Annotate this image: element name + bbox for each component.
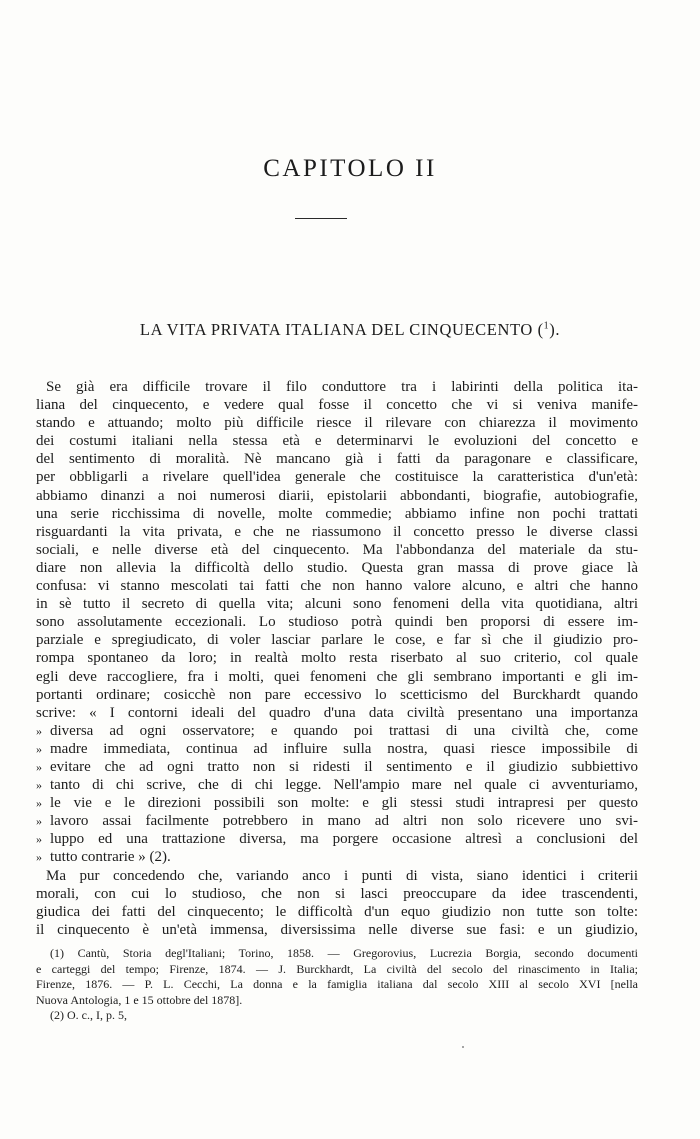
quote-mark: »	[36, 778, 42, 793]
chapter-title: CAPITOLO II	[263, 155, 437, 182]
body-line: stando e attuando; molto più difficile riesce il rilevare con chiarezza il movimento	[36, 415, 638, 432]
body-line: abbiamo dinanzi a noi numerosi diarii, epistolarii abbondanti, biografie, autobiografie,	[36, 487, 638, 504]
body-line: scrive: « I contorni ideali del quadro d'una data civiltà presentano una importanza	[36, 704, 638, 721]
quote-mark: »	[36, 723, 42, 738]
body-line: egli deve raccogliere, fra i molti, quei fenomeni che gli sembrano importanti e gli im-	[36, 668, 638, 685]
title-rule	[295, 218, 347, 219]
body-line: rompa spontaneo da loro; in realtà molto resta riserbato al suo criterio, col quale	[36, 650, 638, 667]
quote-mark: »	[36, 796, 42, 811]
body-line: sociali, e nelle diverse età del cinquecento. Ma l'abbondanza del materiale da stu-	[36, 541, 638, 558]
body-line: una serie ricchissima di novelle, molte commedie; abbiamo infine non pochi trattati	[36, 505, 638, 522]
footnote-line: (1) Cantù, Storia degl'Italiani; Torino, 1858. — Gregorovius, Lucrezia Borgia, secondo documenti	[50, 946, 638, 960]
body-line: confusa: vi stanno mescolati tai fatti che non hanno valore alcuno, e altri che hanno	[36, 578, 638, 595]
quote-text: madre immediata, continua ad influire sulla nostra, quasi riesce impossibile di	[50, 740, 638, 757]
body-text	[36, 378, 638, 939]
footnote-line: Firenze, 1876. — P. L. Cecchi, La donna e la famiglia italiana dal secolo XIII al secolo XVI [nella	[36, 977, 638, 992]
body-line: diare non allevia la difficoltà dello studio. Questa gran massa di prove giace là	[36, 559, 638, 576]
footnote-2: (2) O. c., I, p. 5,	[50, 1008, 127, 1023]
quote-line	[36, 794, 638, 812]
body-line: morali, con cui lo studioso, che non si lasci preoccupare da idee trascendenti,	[36, 885, 638, 902]
quote-text: diversa ad ogni osservatore; e quando poi trattasi di una civiltà che, come	[50, 722, 638, 739]
section-title-text: LA VITA PRIVATA ITALIANA DEL CINQUECENTO (	[139, 320, 544, 339]
quote-text: evitare che ad ogni tratto non si ridesti il sentimento e il giudizio subbiettivo	[50, 758, 638, 775]
footnote-line: e carteggi del tempo; Firenze, 1874. — J. Burckhardt, La civiltà del secolo del rinascimento in Italia;	[36, 961, 638, 976]
quote-text: tanto di chi scrive, che di chi legge. Nell'ampio mare nel quale ci avventuriamo,	[50, 777, 638, 794]
section-title-close: ).	[549, 320, 561, 339]
quote-mark: »	[36, 850, 42, 865]
quote-mark: »	[36, 814, 42, 829]
quote-text: tutto contrarie » (2).	[50, 849, 171, 866]
body-line: parziale e spregiudicato, di voler lasciar parlare le cose, e far sì che il giudizio pro-	[36, 632, 638, 649]
quote-line	[36, 758, 638, 776]
quote-line	[36, 848, 638, 866]
quote-line	[36, 776, 638, 794]
footnote-ref-1: 1	[543, 320, 550, 332]
body-line: liana del cinquecento, e vedere qual fosse il concetto che vi si veniva manife-	[36, 397, 638, 414]
quote-text: lavoro assai facilmente potrebbero in mano ad altri non solo ricevere uno svi-	[50, 813, 638, 830]
footnotes	[36, 946, 638, 1024]
quote-text: luppo ed una trattazione diversa, ma porgere occasione altresì a conclusioni del	[50, 831, 638, 848]
quote-line	[36, 740, 638, 758]
body-line: in sè tutto il secreto di quella vita; alcuni sono fenomeni della vita quotidiana, altri	[36, 596, 638, 613]
footnote-line: Nuova Antologia, 1 e 15 ottobre del 1878].	[36, 992, 243, 1007]
quote-line	[36, 722, 638, 740]
body-line: portanti ordinare; cosicchè non pare eccessivo lo scetticismo del Burckhardt quando	[36, 686, 638, 703]
body-line: giudica dei fatti del cinquecento; le difficoltà d'un equo giudizio non tutte son tolte:	[36, 903, 638, 920]
quote-mark: »	[36, 741, 42, 756]
body-line: Se già era difficile trovare il filo conduttore tra i labirinti della politica ita-	[46, 379, 638, 395]
paper-speck	[462, 1046, 464, 1048]
quote-line	[36, 812, 638, 830]
quote-mark: »	[36, 759, 42, 774]
body-line: del sentimento di moralità. Nè mancano già i fatti da paragonare e classificare,	[36, 451, 638, 468]
body-line: il cinquecento è un'età immensa, diversissima nelle diverse sue fasi: e un giudizio,	[36, 921, 638, 938]
body-line: sono assolutamente eccezionali. Lo studioso potrà quindi ben proporsi di essere im-	[36, 614, 638, 631]
body-line: Ma pur concedendo che, variando anco i punti di vista, siano identici i criterii	[46, 867, 638, 884]
body-line: per obbligarli a rivelare quell'idea generale che costituisce la caratteristica d'un'età:	[36, 469, 638, 486]
quote-line	[36, 830, 638, 848]
quote-mark: »	[36, 832, 42, 847]
quote-text: le vie e le direzioni possibili son molte: e gli stessi studi intrapresi per questo	[50, 795, 638, 812]
body-line: dei costumi italiani nella stessa età e determinarvi le evoluzioni del concetto e	[36, 433, 638, 450]
section-title	[0, 320, 700, 340]
body-line: risguardanti la vita privata, e che ne riassumono il concetto presso le diverse classi	[36, 523, 638, 540]
